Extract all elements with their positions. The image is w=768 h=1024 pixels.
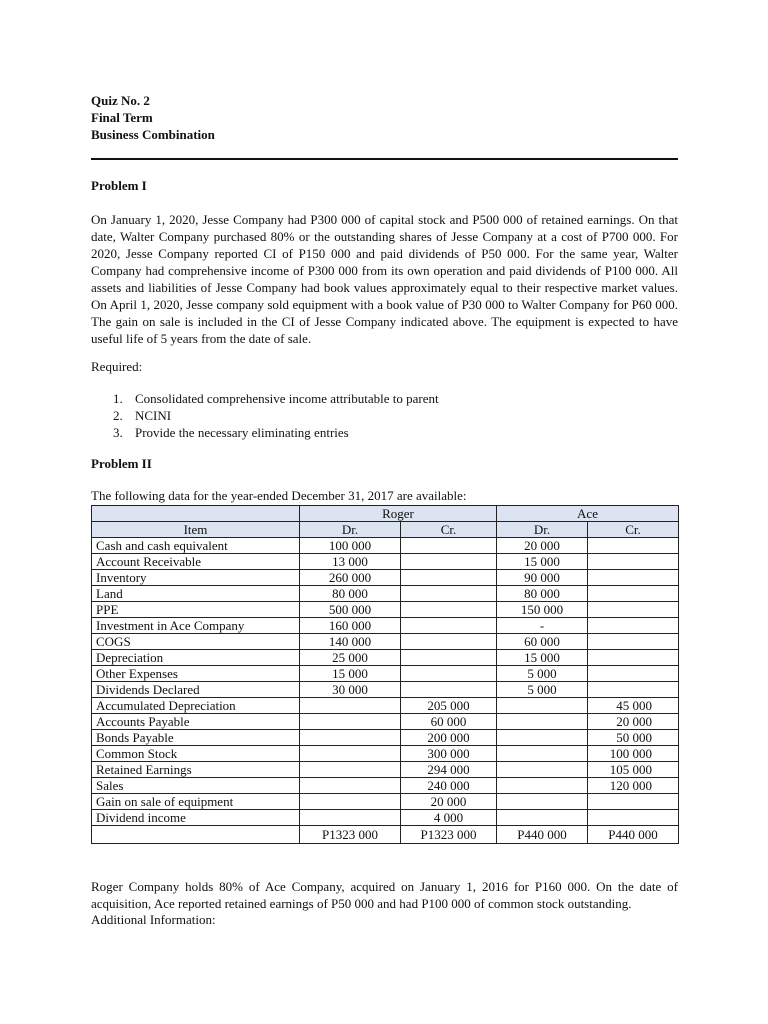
cell-ace-cr [588,810,679,826]
total-roger-cr: P1323 000 [401,826,497,844]
cell-roger-cr: 20 000 [401,794,497,810]
cell-roger-dr [300,762,401,778]
cell-roger-dr: 15 000 [300,666,401,682]
table-row [92,682,679,698]
cell-item: PPE [92,602,300,618]
cell-ace-cr: 20 000 [588,714,679,730]
cell-ace-dr: 90 000 [497,570,588,586]
cell-item: Dividend income [92,810,300,826]
cell-roger-dr [300,698,401,714]
required-item-number: 1. [113,391,123,406]
cell-ace-dr [497,794,588,810]
table-row [92,586,679,602]
cell-roger-cr: 205 000 [401,698,497,714]
cell-ace-cr [588,570,679,586]
cell-item: Inventory [92,570,300,586]
problem-1-text: On January 1, 2020, Jesse Company had P300 000 of capital stock and P500 000 of retained earnings. On that date, Walter Company purchased 80% or the outstanding shares of Jesse Company at a cost of P700 000. For 2020, Jesse Company reported CI of P150 000 and paid dividends of P50 000. For the same year, Walter Company had comprehensive income of P300 000 from its own operation and paid dividends of P100 000. All assets and liabilities of Jesse Company had book values approximately equal to their respective market values. On April 1, 2020, Jesse company sold equipment with a book value of P30 000 to Walter Company for P60 000. The gain on sale is included in the CI of Jesse Company indicated above. The equipment is expected to have useful life of 5 years from the date of sale. [91,212,678,346]
cell-item: Depreciation [92,650,300,666]
cell-roger-cr [401,602,497,618]
table-row [92,570,679,586]
cell-roger-dr: 140 000 [300,634,401,650]
table-row [92,810,679,826]
header-ace-dr: Dr. [497,522,588,538]
cell-ace-dr: 15 000 [497,650,588,666]
total-ace-dr: P440 000 [497,826,588,844]
cell-roger-dr: 13 000 [300,554,401,570]
header-roger-dr: Dr. [300,522,401,538]
cell-roger-dr [300,778,401,794]
required-item-text: Provide the necessary eliminating entries [135,425,349,440]
cell-roger-dr [300,794,401,810]
cell-ace-dr: 5 000 [497,682,588,698]
header-roger-cr: Cr. [401,522,497,538]
required-list [113,390,439,441]
cell-roger-dr: 260 000 [300,570,401,586]
cell-roger-cr [401,634,497,650]
cell-ace-dr [497,746,588,762]
cell-item: Account Receivable [92,554,300,570]
cell-roger-dr: 500 000 [300,602,401,618]
table-row [92,602,679,618]
header-roger: Roger [300,506,497,522]
header-ace-cr: Cr. [588,522,679,538]
table-row [92,554,679,570]
cell-item: Gain on sale of equipment [92,794,300,810]
table-row [92,650,679,666]
required-item-text: NCINI [135,408,172,423]
cell-roger-cr: 240 000 [401,778,497,794]
cell-roger-cr [401,570,497,586]
table-row [92,634,679,650]
cell-roger-dr: 160 000 [300,618,401,634]
cell-roger-cr: 200 000 [401,730,497,746]
cell-ace-cr [588,586,679,602]
cell-roger-dr: 25 000 [300,650,401,666]
cell-ace-cr [588,602,679,618]
cell-ace-cr: 50 000 [588,730,679,746]
cell-roger-dr [300,730,401,746]
table-header-columns [92,522,679,538]
cell-ace-dr: 5 000 [497,666,588,682]
totals-row [92,826,679,844]
problem-1-title: Problem I [91,178,147,193]
cell-item: COGS [92,634,300,650]
cell-ace-dr [497,778,588,794]
cell-roger-cr: 60 000 [401,714,497,730]
total-roger-dr: P1323 000 [300,826,401,844]
cell-ace-cr: 100 000 [588,746,679,762]
cell-ace-cr [588,650,679,666]
cell-roger-cr: 300 000 [401,746,497,762]
cell-item: Accumulated Depreciation [92,698,300,714]
required-item [113,424,439,441]
cell-item: Retained Earnings [92,762,300,778]
cell-roger-cr: 4 000 [401,810,497,826]
cell-ace-cr: 120 000 [588,778,679,794]
cell-ace-cr [588,666,679,682]
required-item-number: 3. [113,425,123,440]
subject-title: Business Combination [91,127,215,142]
header-divider [91,158,678,160]
required-label: Required: [91,359,143,374]
problem-2-footer: Roger Company holds 80% of Ace Company, acquired on January 1, 2016 for P160 000. On the date of acquisition, Ace reported retained earnings of P50 000 and had P100 000 of common stock outstanding. [91,879,678,911]
additional-info-label: Additional Information: [91,912,216,927]
cell-roger-cr [401,538,497,554]
total-ace-cr: P440 000 [588,826,679,844]
cell-ace-dr [497,714,588,730]
quiz-number: Quiz No. 2 [91,93,150,108]
required-item-number: 2. [113,408,123,423]
required-item [113,390,439,407]
table-row [92,746,679,762]
cell-ace-cr [588,682,679,698]
cell-roger-cr [401,682,497,698]
header-item: Item [92,522,300,538]
cell-roger-cr [401,666,497,682]
cell-ace-dr: 150 000 [497,602,588,618]
table-row [92,618,679,634]
cell-ace-cr: 45 000 [588,698,679,714]
cell-ace-cr [588,538,679,554]
cell-item: Dividends Declared [92,682,300,698]
trial-balance-table [91,505,679,844]
cell-ace-cr [588,618,679,634]
cell-roger-cr [401,554,497,570]
header-ace: Ace [497,506,679,522]
table-row [92,538,679,554]
cell-roger-dr [300,746,401,762]
cell-ace-dr: 60 000 [497,634,588,650]
cell-ace-dr: 80 000 [497,586,588,602]
cell-ace-dr [497,810,588,826]
table-row [92,778,679,794]
cell-ace-cr: 105 000 [588,762,679,778]
table-intro: The following data for the year-ended December 31, 2017 are available: [91,488,467,503]
cell-ace-cr [588,794,679,810]
table-row [92,730,679,746]
header-blank [92,506,300,522]
cell-ace-dr [497,698,588,714]
cell-roger-dr: 30 000 [300,682,401,698]
cell-ace-dr [497,730,588,746]
cell-ace-cr [588,634,679,650]
cell-ace-dr: - [497,618,588,634]
cell-item: Cash and cash equivalent [92,538,300,554]
cell-ace-dr [497,762,588,778]
cell-roger-cr [401,586,497,602]
cell-item: Other Expenses [92,666,300,682]
quiz-header [91,92,215,143]
cell-roger-dr [300,714,401,730]
table-header-companies [92,506,679,522]
table-row [92,762,679,778]
table-row [92,794,679,810]
cell-total-blank [92,826,300,844]
cell-item: Investment in Ace Company [92,618,300,634]
problem-2-title: Problem II [91,456,152,471]
table-row [92,666,679,682]
cell-roger-cr: 294 000 [401,762,497,778]
cell-roger-dr: 100 000 [300,538,401,554]
cell-item: Sales [92,778,300,794]
cell-item: Land [92,586,300,602]
cell-roger-dr [300,810,401,826]
cell-roger-dr: 80 000 [300,586,401,602]
required-item-text: Consolidated comprehensive income attributable to parent [135,391,439,406]
cell-item: Bonds Payable [92,730,300,746]
cell-item: Common Stock [92,746,300,762]
table-row [92,714,679,730]
cell-ace-cr [588,554,679,570]
cell-item: Accounts Payable [92,714,300,730]
cell-ace-dr: 20 000 [497,538,588,554]
cell-ace-dr: 15 000 [497,554,588,570]
table-row [92,698,679,714]
cell-roger-cr [401,618,497,634]
cell-roger-cr [401,650,497,666]
term-label: Final Term [91,110,153,125]
required-item [113,407,439,424]
